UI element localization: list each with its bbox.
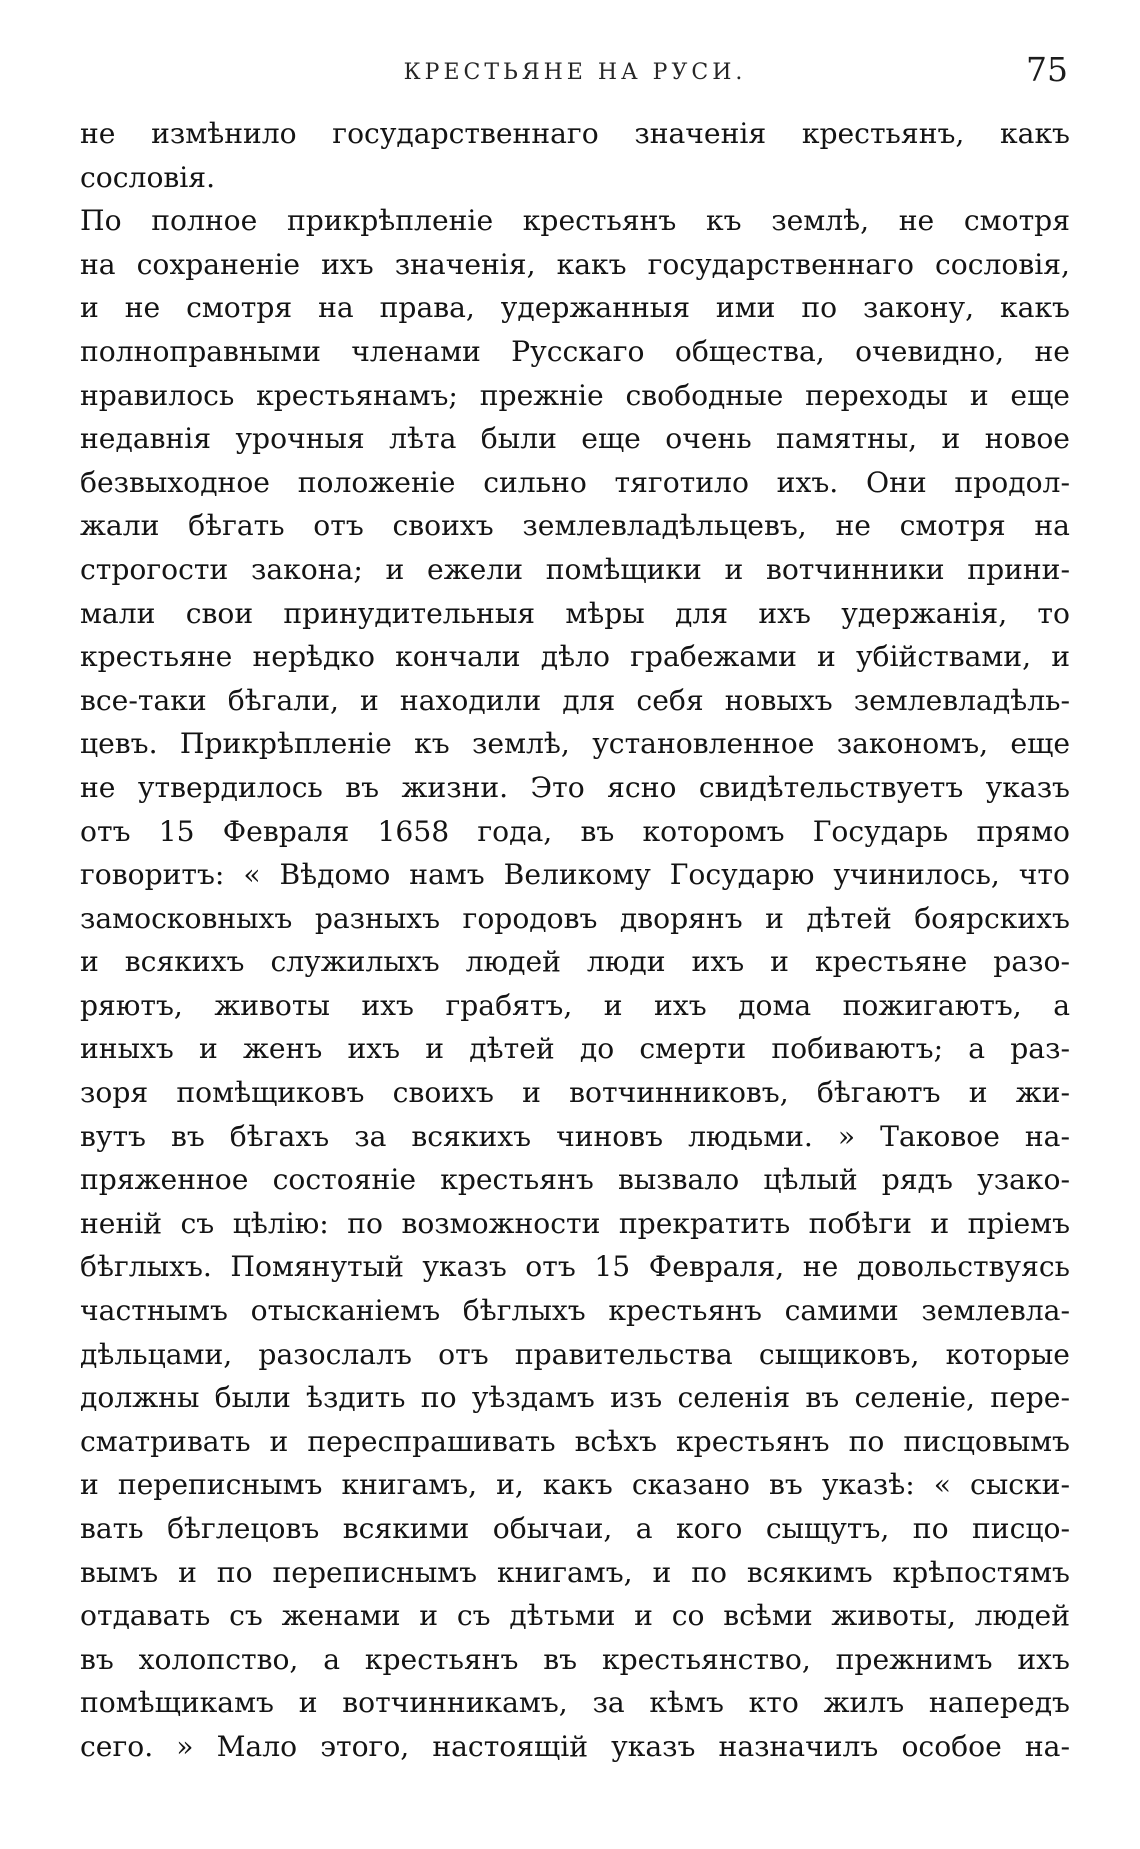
body-text xyxy=(80,112,1070,1769)
text-line: на сохраненіе ихъ значенія, какъ государственнаго сословія, xyxy=(80,247,1070,281)
text-line: замосковныхъ разныхъ городовъ дворянъ и дѣтей боярскихъ xyxy=(80,901,1070,935)
text-line: сословія. xyxy=(80,160,216,194)
text-line: крестьяне нерѣдко кончали дѣло грабежами и убійствами, и xyxy=(80,640,1070,674)
text-line: жали бѣгать отъ своихъ землевладѣльцевъ, не смотря на xyxy=(80,509,1070,543)
text-line: въ холопство, а крестьянъ въ крестьянство, прежнимъ ихъ xyxy=(80,1642,1070,1676)
text-line: и переписнымъ книгамъ, и, какъ сказано въ указѣ: « сыски- xyxy=(80,1468,1070,1502)
text-line: вутъ въ бѣгахъ за всякихъ чиновъ людьми. » Таковое на- xyxy=(80,1119,1070,1153)
text-line: зоря помѣщиковъ своихъ и вотчинниковъ, бѣгаютъ и жи- xyxy=(80,1076,1070,1110)
text-line: должны были ѣздить по уѣздамъ изъ селенія въ селеніе, пере- xyxy=(80,1381,1070,1415)
text-line: частнымъ отысканіемъ бѣглыхъ крестьянъ самими землевла- xyxy=(80,1294,1070,1328)
text-line: помѣщикамъ и вотчинникамъ, за кѣмъ кто жилъ напередъ xyxy=(80,1686,1070,1720)
text-line: отдавать съ женами и съ дѣтьми и со всѣми животы, людей xyxy=(80,1599,1070,1633)
text-line: и всякихъ служилыхъ людей люди ихъ и крестьяне разо- xyxy=(80,945,1070,979)
text-line: не измѣнило государственнаго значенія крестьянъ, какъ xyxy=(80,117,1070,150)
running-header xyxy=(82,50,1068,96)
text-line: иныхъ и женъ ихъ и дѣтей до смерти побиваютъ; а раз- xyxy=(80,1032,1070,1066)
text-line: ряютъ, животы ихъ грабятъ, и ихъ дома пожигаютъ, а xyxy=(80,988,1070,1022)
text-line: нравилось крестьянамъ; прежніе свободные переходы и еще xyxy=(80,378,1070,412)
text-line: сего. » Мало этого, настоящій указъ назначилъ особое на- xyxy=(80,1729,1070,1763)
text-line: бѣглыхъ. Помянутый указъ отъ 15 Февраля, не довольствуясь xyxy=(80,1250,1070,1284)
running-title: КРЕСТЬЯНЕ НА РУСИ. xyxy=(403,60,747,85)
text-line: цевъ. Прикрѣпленіе къ землѣ, установленное закономъ, еще xyxy=(80,727,1070,761)
text-line: и не смотря на права, удержанныя ими по закону, какъ xyxy=(80,291,1070,325)
text-line: По полное прикрѣпленіе крестьянъ къ землѣ, не смотря xyxy=(80,204,1070,238)
text-line: строгости закона; и ежели помѣщики и вотчинники прини- xyxy=(80,552,1070,586)
text-line: мали свои принудительныя мѣры для ихъ удержанія, то xyxy=(80,596,1070,630)
text-line: не утвердилось въ жизни. Это ясно свидѣтельствуетъ указъ xyxy=(80,770,1070,804)
text-line: недавнія урочныя лѣта были еще очень памятны, и новое xyxy=(80,422,1070,456)
text-line: дѣльцами, разослалъ отъ правительства сыщиковъ, которые xyxy=(80,1337,1070,1371)
text-line: вать бѣглецовъ всякими обычаи, а кого сыщутъ, по писцо- xyxy=(80,1512,1070,1545)
text-line: все-таки бѣгали, и находили для себя новыхъ землевладѣль- xyxy=(80,683,1070,717)
text-line: полноправными членами Русскаго общества, очевидно, не xyxy=(80,334,1070,368)
text-line: пряженное состояніе крестьянъ вызвало цѣлый рядъ узако- xyxy=(80,1163,1070,1197)
text-line: сматривать и переспрашивать всѣхъ крестьянъ по писцовымъ xyxy=(80,1424,1070,1458)
text-line: говоритъ: « Вѣдомо намъ Великому Государю учинилось, что xyxy=(80,858,1070,892)
text-line: неній съ цѣлію: по возможности прекратить побѣги и пріемъ xyxy=(80,1206,1070,1240)
text-line: безвыходное положеніе сильно тяготило ихъ. Они продол- xyxy=(80,465,1070,499)
page-number: 75 xyxy=(1026,50,1068,89)
text-line: отъ 15 Февраля 1658 года, въ которомъ Государь прямо xyxy=(80,814,1070,848)
text-line: вымъ и по переписнымъ книгамъ, и по всякимъ крѣпостямъ xyxy=(80,1555,1070,1589)
